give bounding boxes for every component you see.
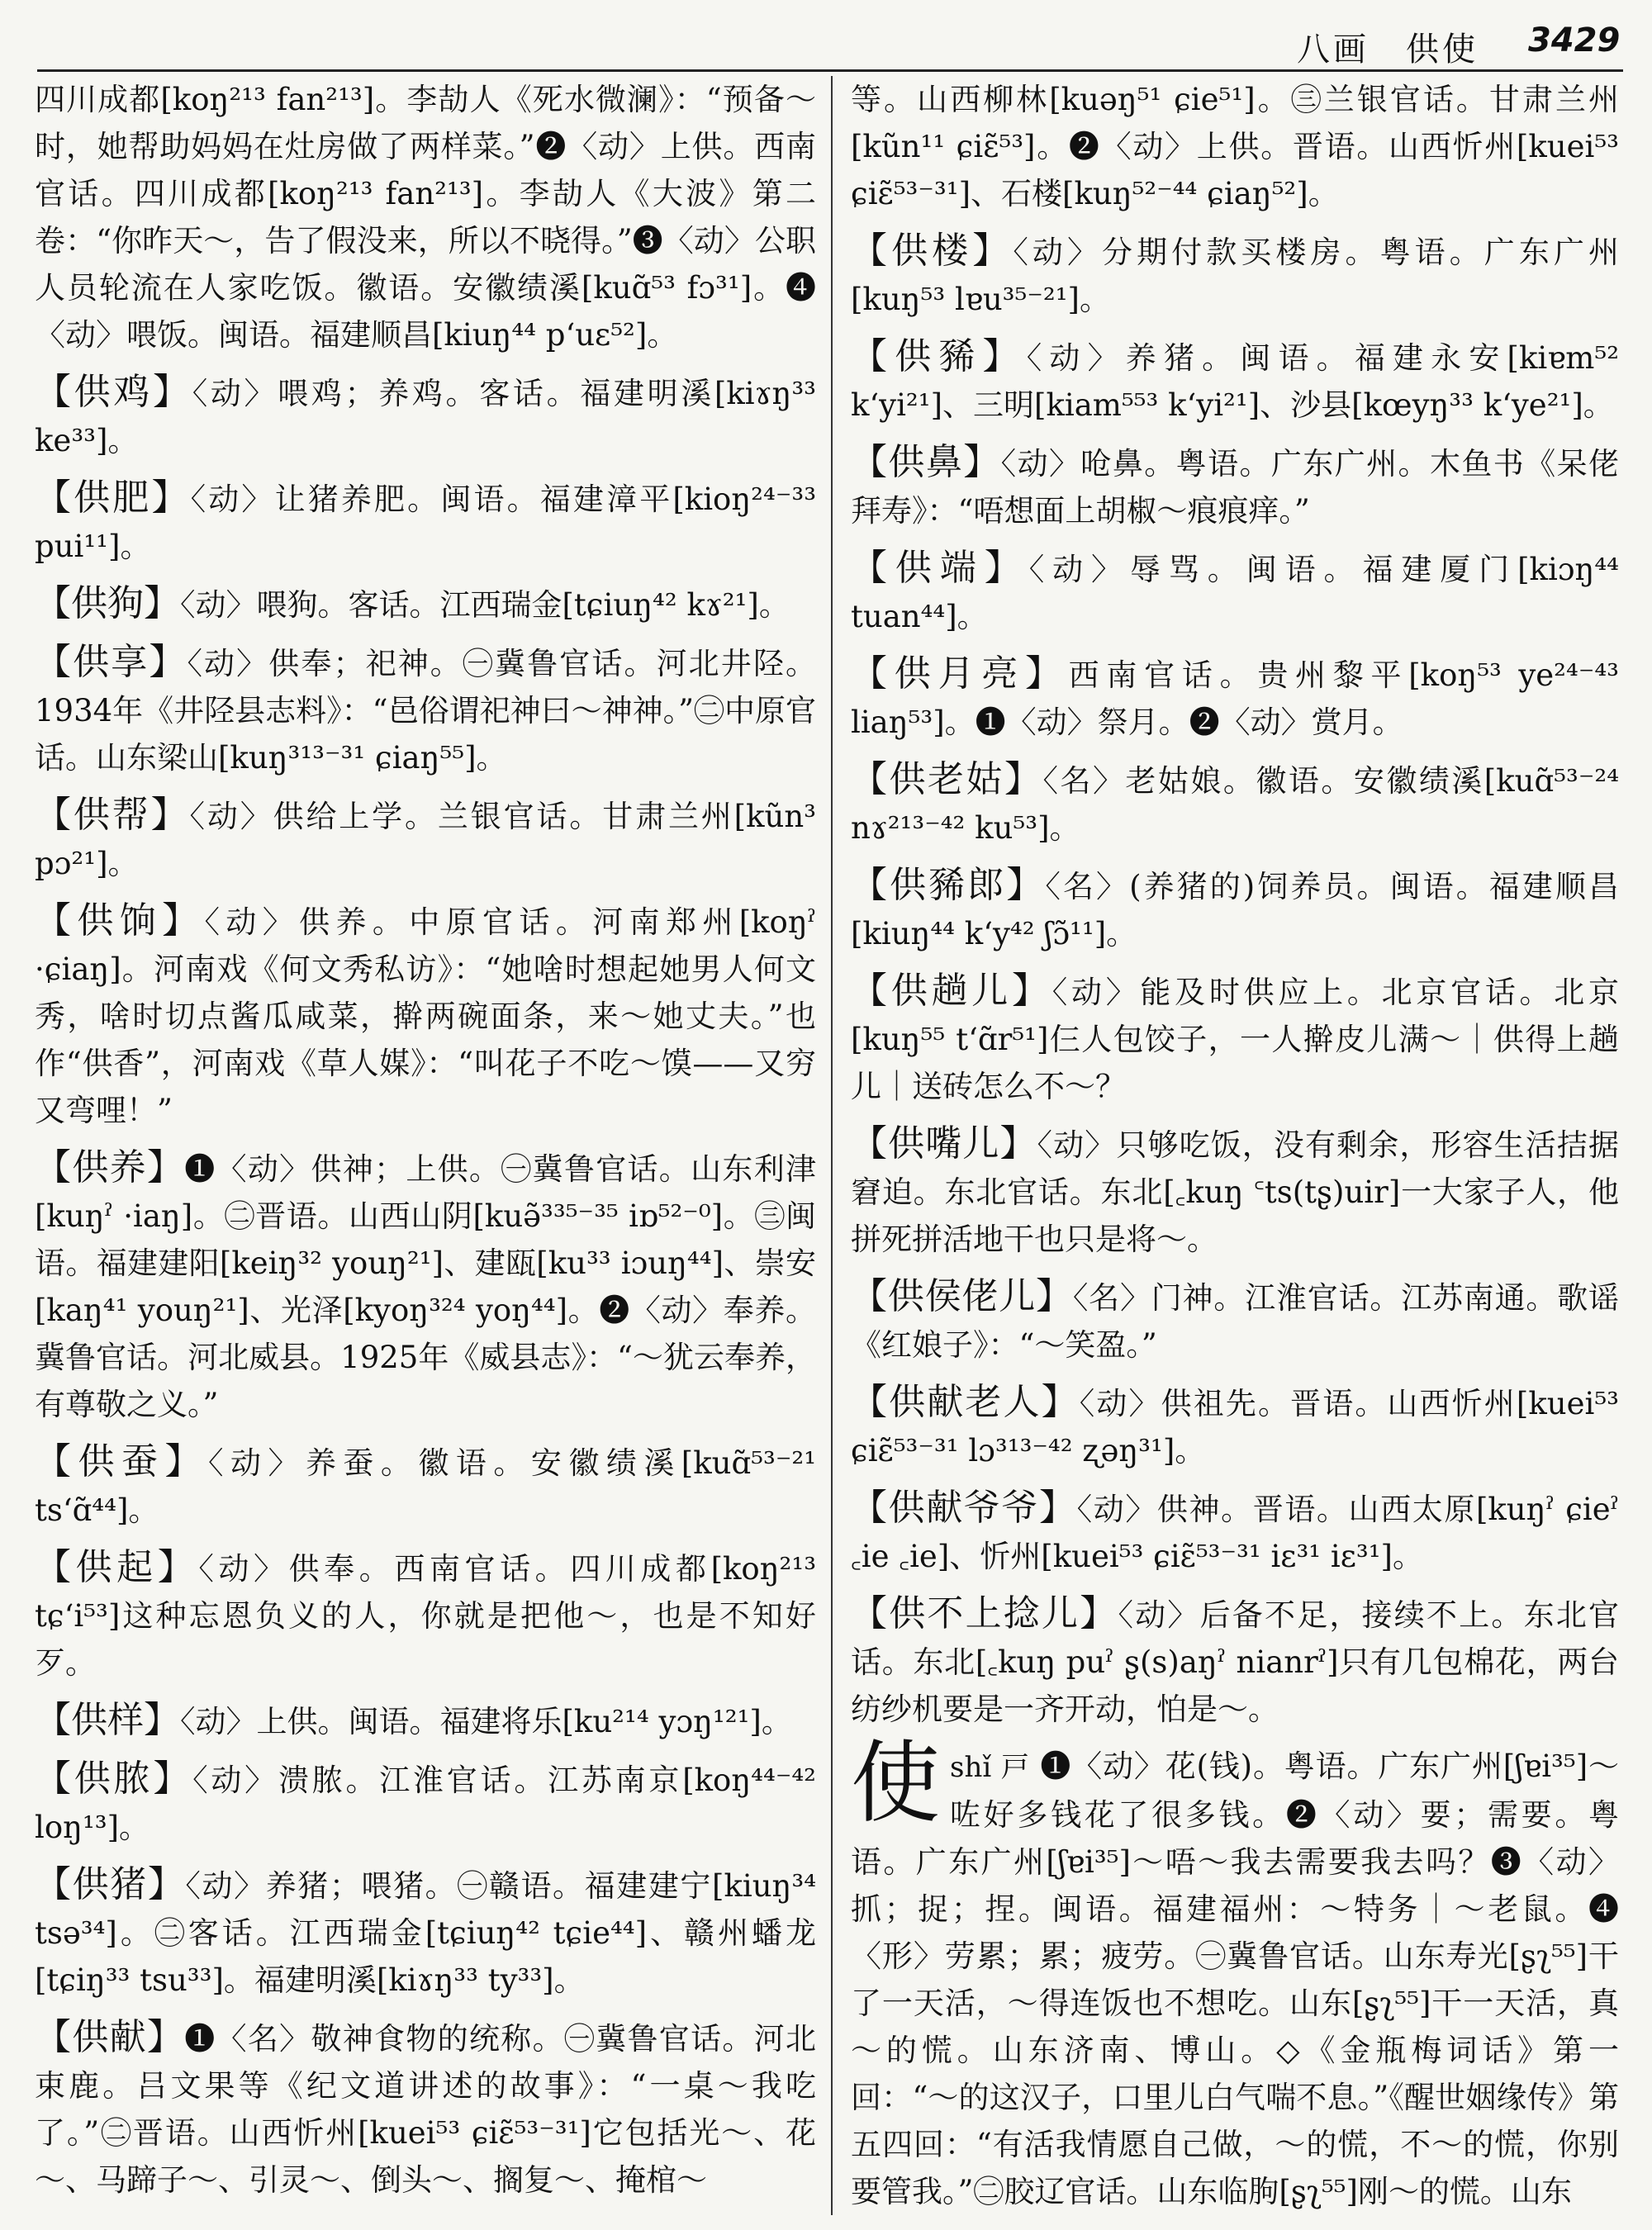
dictionary-entry [851, 1484, 1619, 1580]
headword: 【 供豨郎 】 [851, 864, 1045, 906]
section-title: 八画 供使 [1297, 31, 1479, 69]
dictionary-entry [851, 1378, 1619, 1474]
headword-pinyin: shǐ 戸 [950, 1751, 1030, 1784]
entry-text: 等。山西柳林[kuəŋ⁵¹ ɕie⁵¹]。㊂兰银官话。甘肃兰州[kũn¹¹ ɕiɛ̃⁵³]。❷〈动〉上供。晋语。山西忻州[kuei⁵³ ɕiɛ̃⁵³⁻³¹]、石楼[kuŋ⁵²⁻⁴⁴ ɕiaŋ⁵²]。 [851, 82, 1619, 211]
dictionary-entry [851, 333, 1619, 429]
headword: 【 供献老人 】 [851, 1381, 1080, 1423]
entry-text: 〈动〉供祖先。晋语。山西忻州[kuei⁵³ ɕiɛ̃⁵³⁻³¹ lɔ³¹³⁻⁴² ʐəŋ³¹]。 [851, 1386, 1619, 1468]
headword: 【 供趟儿 】 [851, 970, 1052, 1012]
headword: 【 供不上捻儿 】 [851, 1592, 1118, 1635]
column-divider [831, 76, 833, 2215]
entry-text: 〈动〉供给上学。兰银官话。甘肃兰州[kũn³ pɔ²¹]。 [35, 799, 817, 881]
entry-text: 〈动〉辱骂。闽语。福建厦门[kiɔŋ⁴⁴ tuan⁴⁴]。 [851, 552, 1620, 634]
headword: 【 供猪 】 [35, 1863, 185, 1905]
continued-entry [851, 76, 1619, 217]
entry-text: 〈动〉分期付款买楼房。粤语。广东广州[kuŋ⁵³ lɐu³⁵⁻²¹]。 [851, 235, 1620, 317]
dictionary-entry [851, 439, 1619, 534]
dictionary-entry [35, 1544, 816, 1687]
entry-text: 〈名〉门神。江淮官话。江苏南通。歌谣《红娘子》：“～笑盈。” [851, 1280, 1620, 1363]
continued-entry [35, 76, 816, 358]
left-column [35, 76, 816, 2213]
entry-text: 〈动〉喂鸡；养鸡。客话。福建明溪[kiɤŋ³³ ke³³]。 [35, 376, 816, 458]
headword: 【 供楼 】 [851, 230, 1013, 272]
dictionary-entry [35, 474, 816, 570]
entry-text: 〈动〉只够吃饭，没有剩余，形容生活拮据窘迫。东北官话。东北[꜀kuŋ ꜂ts(tʂ)uir]一大家子人，他拼死拼活地干也只是将～。 [851, 1127, 1620, 1257]
header-rule [37, 69, 1623, 72]
right-column [851, 76, 1619, 2225]
dictionary-entry [35, 2014, 816, 2204]
headword: 【 供嘴儿 】 [851, 1122, 1037, 1165]
entry-text: 〈动〉能及时供应上。北京官话。北京[kuŋ⁵⁵ tʻɑ̃r⁵¹]仨人包饺子，一人擀皮儿满～｜供得上趟儿｜送砖怎么不～？ [851, 975, 1620, 1104]
entry-text: 西南官话。贵州黎平[koŋ⁵³ ye²⁴⁻⁴³ liaŋ⁵³]。❶〈动〉祭月。❷〈动〉赏月。 [851, 657, 1620, 740]
headword: 【 供享 】 [35, 641, 187, 683]
entry-text: 〈动〉供养。中原官话。河南郑州[koŋˀ ·ɕiaŋ]。河南戏《何文秀私访》：“她啥时想起她男人何文秀，啥时切点酱瓜咸菜，擀两碗面条，来～她丈夫。”也作“供香”，河南戏《草人媒》：“叫花子不吃～馍——又穷又弯哩！” [35, 904, 817, 1128]
entry-text: ❶〈动〉供神；上供。㊀冀鲁官话。山东利津[kuŋˀ ·iaŋ]。㊁晋语。山西山阴[kuə̃³³⁵⁻³⁵ iɒ⁵²⁻⁰]。㊂闽语。福建建阳[keiŋ³² youŋ²¹]、建瓯[ku³³ iɔuŋ⁴⁴]、崇安[kaŋ⁴¹ youŋ²¹]、光泽[kyoŋ³²⁴ yoŋ⁴⁴]。❷〈动〉奉养。冀鲁官话。河北威县。1925年《威县志》：“～犹云奉养，有尊敬之义。” [35, 1151, 817, 1422]
dictionary-entry [851, 1590, 1619, 1733]
dictionary-entry [35, 897, 816, 1134]
dictionary-entry [35, 1696, 816, 1745]
entry-text: ❶〈动〉花(钱)。粤语。广东广州[ʃɐi³⁵]～咗好多钱花了很多钱。❷〈动〉要；需要。粤语。广东广州[ʃɐi³⁵]～唔～我去需要我去吗？❸〈动〉抓；捉；捏。闽语。福建福州：～特务｜～老鼠。❹〈形〉劳累；累；疲劳。㊀冀鲁官话。山东寿光[ʂʅ⁵⁵]干了一天活，～得连饭也不想吃。山东[ʂʅ⁵⁵]干一天活，真～的慌。山东济南、博山。◇《金瓶梅词话》第一回：“～的这汉子，口里儿白气喘不息。”《醒世姻缘传》第五四回：“有活我情愿自己做，～的慌，不～的慌，你别要管我。”㊁胶辽官话。山东临朐[ʂʅ⁵⁵]刚～的慌。山东 [851, 1748, 1620, 2209]
headword: 【 供脓 】 [35, 1758, 192, 1800]
dictionary-entry [851, 967, 1619, 1110]
entry-text: 〈动〉后备不足，接续不上。东北官话。东北[꜀kuŋ puˀ ʂ(s)aŋˀ nianrˀ]只有几包棉花，两台纺纱机要是一齐开动，怕是～。 [851, 1597, 1620, 1727]
entry-text: 〈动〉养猪。闽语。福建永安[kiɐm⁵² kʻyi²¹]、三明[kiam⁵⁵³ kʻyi²¹]、沙县[kœyŋ³³ kʻye²¹]。 [851, 340, 1620, 423]
dictionary-entry [851, 227, 1619, 323]
dictionary-entry [35, 791, 816, 887]
entry-text: 〈动〉供奉；祀神。㊀冀鲁官话。河北井陉。1934年《井陉县志料》：“邑俗谓祀神曰～神神。”㊁中原官话。山东梁山[kuŋ³¹³⁻³¹ ɕiaŋ⁵⁵]。 [35, 646, 817, 776]
dictionary-entry [851, 1120, 1619, 1263]
entry-text: 四川成都[koŋ²¹³ fan²¹³]。李劼人《死水微澜》：“预备～时，她帮助妈妈在灶房做了两样菜。”❷〈动〉上供。西南官话。四川成都[koŋ²¹³ fan²¹³]。李劼人《大波》第二卷：“你昨天～，告了假没来，所以不晓得。”❸〈动〉公职人员轮流在人家吃饭。徽语。安徽绩溪[kuɑ̃⁵³ fɔ³¹]。❹〈动〉喂饭。闽语。福建顺昌[kiuŋ⁴⁴ pʻuɛ⁵²]。 [35, 82, 816, 353]
headword: 【 供月亮 】 [851, 652, 1069, 695]
headword: 【 供起 】 [35, 1546, 198, 1588]
headword: 【 供养 】 [35, 1146, 184, 1189]
headword: 【 供端 】 [851, 547, 1029, 589]
dictionary-entry [35, 580, 816, 629]
entry-text: 〈动〉养蚕。徽语。安徽绩溪[kuɑ̃⁵³⁻²¹ tsʻɑ̃⁴⁴]。 [35, 1445, 817, 1528]
page-header [1289, 18, 1619, 68]
entry-text: 〈动〉呛鼻。粤语。广东广州。木鱼书《呆佬拜寿》：“唔想面上胡椒～痕痕痒。” [851, 446, 1620, 529]
headword: 【 供献爷爷 】 [851, 1487, 1077, 1529]
headword: 【 供样 】 [35, 1699, 180, 1741]
entry-text: 〈动〉喂狗。客话。江西瑞金[tɕiuŋ⁴² kɤ²¹]。 [180, 587, 790, 623]
dictionary-entry [851, 861, 1619, 957]
headword: 【 供鸡 】 [35, 371, 192, 413]
entry-text: ❶〈名〉敬神食物的统称。㊀冀鲁官话。河北束鹿。吕文果等《纪文道讲述的故事》：“一桌～我吃了。”㊁晋语。山西忻州[kuei⁵³ ɕiɛ̃⁵³⁻³¹]它包括光～、花～、马蹄子～、引灵～、倒头～、搁复～、掩棺～ [35, 2021, 817, 2198]
headword: 【 供肥 】 [35, 477, 191, 519]
headword: 【 供豨 】 [851, 335, 1027, 377]
headword: 【 供侯佬儿 】 [851, 1275, 1073, 1317]
headword: 【 供蚕 】 [35, 1440, 208, 1483]
dictionary-entry [35, 368, 816, 464]
headword: 【 供狗 】 [35, 582, 180, 624]
dictionary-entry [35, 1144, 816, 1428]
entry-text: 〈名〉老姑娘。徽语。安徽绩溪[kuɑ̃⁵³⁻²⁴ nɤ²¹³⁻⁴² ku⁵³]。 [851, 763, 1620, 846]
entry-text: 〈动〉供奉。西南官话。四川成都[koŋ²¹³ tɕʻi⁵³]这种忘恩负义的人，你就是把他～，也是不知好歹。 [35, 1551, 817, 1681]
entry-text: 〈动〉让猪养肥。闽语。福建漳平[kioŋ²⁴⁻³³ pui¹¹]。 [35, 482, 817, 564]
headword-char: 使 [851, 1732, 941, 1835]
entry-text: 〈动〉养猪；喂猪。㊀赣语。福建建宁[kiuŋ³⁴ tsə³⁴]。㊁客话。江西瑞金[tɕiuŋ⁴² tɕie⁴⁴]、赣州蟠龙[tɕiŋ³³ tsu³³]。福建明溪[kiɤŋ³³ ty³³]。 [35, 1868, 817, 1998]
dictionary-entry [851, 650, 1619, 746]
headword: 【 供鼻 】 [851, 441, 1001, 483]
headword: 【 供献 】 [35, 2016, 184, 2058]
dictionary-entry [35, 638, 816, 781]
headword: 【 供饷 】 [35, 899, 205, 942]
shi-entry [851, 1732, 1620, 2215]
dictionary-entry [35, 1755, 816, 1851]
entry-text: 〈动〉溃脓。江淮官话。江苏南京[koŋ⁴⁴⁻⁴² loŋ¹³]。 [35, 1763, 817, 1845]
dictionary-entry [851, 544, 1619, 640]
headword: 【 供帮 】 [35, 794, 189, 836]
entry-text: 〈动〉上供。闽语。福建将乐[ku²¹⁴ yɔŋ¹²¹]。 [180, 1704, 792, 1739]
entry-text: 〈名〉(养猪的)饲养员。闽语。福建顺昌[kiuŋ⁴⁴ kʻy⁴² ʃɔ̃¹¹]。 [851, 869, 1620, 951]
entry-text: 〈动〉供神。晋语。山西太原[kuŋˀ ɕieˀ ꜀ie ꜀ie]、忻州[kuei⁵³ ɕiɛ̃⁵³⁻³¹ iɛ³¹ iɛ³¹]。 [851, 1492, 1620, 1574]
page-number: 3429 [1528, 21, 1621, 59]
dictionary-entry [35, 1861, 816, 2004]
dictionary-entry [851, 756, 1619, 852]
headword: 【 供老姑 】 [851, 758, 1042, 800]
dictionary-entry [851, 1273, 1619, 1369]
dictionary-entry [35, 1438, 816, 1534]
